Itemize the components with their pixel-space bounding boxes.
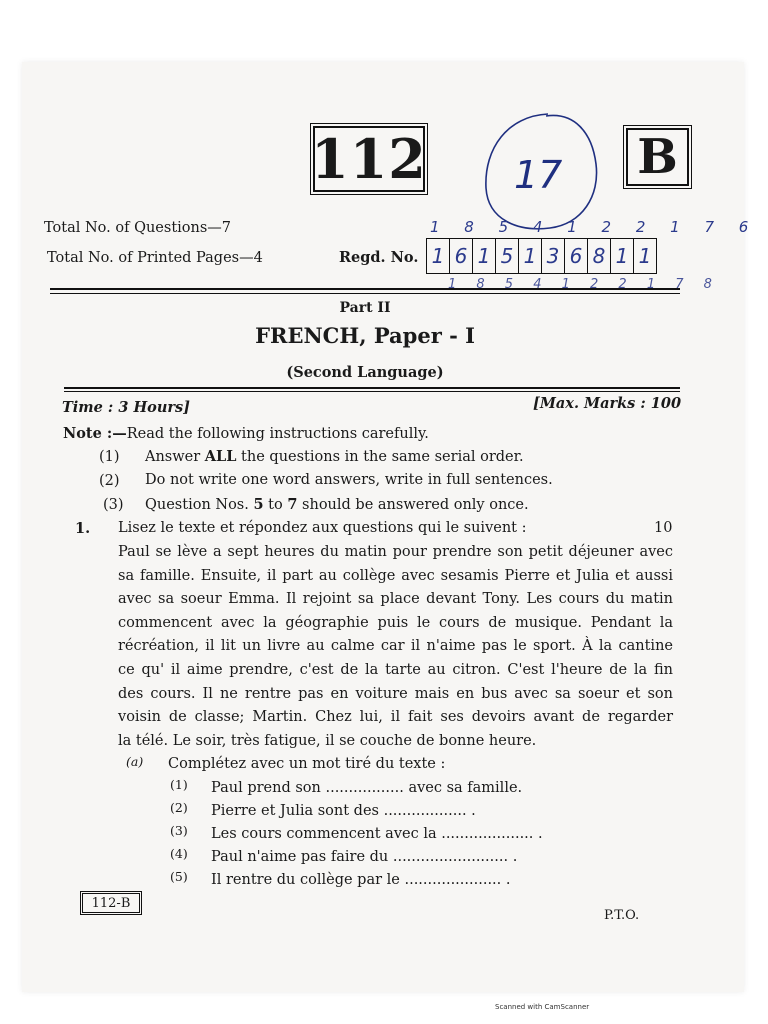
total-questions: Total No. of Questions—7 — [44, 220, 232, 236]
paper-code-box — [313, 126, 425, 192]
fill-item: Pierre et Julia sont des .................. . — [211, 803, 476, 819]
fill-item-number: (2) — [170, 800, 188, 815]
question-marks: 10 — [654, 520, 673, 536]
regd-digit: 1 — [427, 239, 450, 273]
regd-digit: 5 — [496, 239, 519, 273]
footer-code: 112-B — [91, 895, 131, 911]
note-item-number: (3) — [103, 497, 124, 513]
note-line — [63, 425, 429, 442]
total-pages: Total No. of Printed Pages—4 — [47, 250, 263, 266]
regd-digit: 1 — [611, 239, 634, 273]
note-item-text: should be answered only once. — [297, 497, 529, 513]
regd-digit: 6 — [565, 239, 588, 273]
note-item-text: to — [263, 497, 288, 513]
footer-code-box — [82, 893, 140, 913]
regd-digit: 1 — [638, 244, 652, 268]
passage-line: ce qu' il aime prendre, c'est de la tarte au citron. C'est l'heure de la fin — [118, 661, 673, 678]
passage-line: la télé. Le soir, très fatigue, il se couche de bonne heure. — [118, 732, 537, 749]
fill-item: Il rentre du collège par le ..................... . — [211, 872, 511, 888]
title-rule-bottom — [64, 391, 680, 392]
passage-line: commencent avec la géographie puis le cours de musique. Pendant la — [118, 614, 673, 631]
note-item-bold: ALL — [204, 448, 237, 465]
fill-item-number: (3) — [170, 823, 188, 838]
passage-line: Paul se lève a sept heures du matin pour prendre son petit déjeuner avec — [118, 544, 673, 560]
sub-question-instruction: Complétez avec un mot tiré du texte : — [168, 756, 446, 772]
note-item-bold: 5 — [253, 496, 264, 513]
fill-item: Paul n'aime pas faire du ......................... . — [211, 849, 518, 865]
max-marks: [Max. Marks : 100 — [533, 395, 682, 412]
handwritten-digits-above: 1 8 5 4 1 2 2 1 7 6 — [430, 218, 759, 236]
fill-item: Paul prend son ................. avec sa famille. — [211, 780, 523, 796]
question-number: 1. — [75, 520, 91, 537]
paper-code: 112 — [311, 127, 427, 191]
note-intro: Read the following instructions carefully. — [126, 426, 429, 442]
regd-digit: 6 — [450, 239, 473, 273]
page-turn-label: P.T.O. — [604, 908, 640, 923]
language-label: (Second Language) — [286, 364, 444, 381]
question-prompt: Lisez le texte et répondez aux questions qui le suivent : — [118, 520, 527, 536]
note-label: Note :— — [63, 425, 127, 442]
note-item-text: the questions in the same serial order. — [236, 449, 524, 465]
note-item-bold: 7 — [287, 496, 298, 513]
header-rule-bottom — [50, 293, 680, 294]
regd-digit: 1 — [519, 239, 542, 273]
fill-item-number: (1) — [170, 777, 188, 792]
passage-line: récréation, il lit un livre au calme car il n'aime pas le sport. À la cantine — [118, 638, 673, 655]
reading-passage — [118, 541, 673, 753]
note-item — [145, 448, 524, 465]
handwritten-score: 17 — [514, 153, 563, 197]
note-item-text: Question Nos. — [145, 497, 254, 513]
passage-line: avec sa soeur Emma. Il rejoint sa place devant Tony. Les cours du matin — [118, 591, 673, 608]
regd-number-grid — [426, 238, 657, 274]
fill-item: Les cours commencent avec la .................... . — [211, 826, 543, 842]
time-allowed: Time : 3 Hours] — [62, 399, 191, 416]
sub-question-label: (a) — [126, 754, 144, 769]
passage-line: des cours. Il ne rentre pas en voiture mais en bus avec sa soeur et son — [118, 685, 673, 702]
set-letter-box — [626, 128, 689, 186]
passage-line: voisin de classe; Martin. Chez lui, il fait ses devoirs avant de regarder — [118, 709, 673, 726]
title-rule-top — [64, 387, 680, 389]
passage-line: sa famille. Ensuite, il part au collège avec sesamis Pierre et Julia et aussi — [118, 567, 673, 584]
scanner-watermark: Scanned with CamScanner — [495, 1003, 590, 1011]
note-item: Do not write one word answers, write in full sentences. — [145, 472, 553, 488]
fill-item-number: (4) — [170, 846, 188, 861]
note-item-text: Answer — [145, 449, 205, 465]
note-item-number: (1) — [99, 449, 120, 465]
regd-digit: 8 — [588, 239, 611, 273]
part-label: Part II — [339, 300, 391, 316]
fill-item-number: (5) — [170, 869, 188, 884]
set-letter: B — [637, 129, 678, 185]
handwritten-digits-below: 1 8 5 4 1 2 2 1 7 8 — [448, 277, 720, 292]
note-item-number: (2) — [99, 473, 120, 489]
note-item — [145, 496, 529, 513]
regd-digit: 3 — [542, 239, 565, 273]
regd-digit: 1 — [473, 239, 496, 273]
regd-label: Regd. No. — [339, 249, 419, 266]
subject-title: FRENCH, Paper - I — [255, 323, 475, 348]
handwritten-circle — [478, 108, 603, 236]
